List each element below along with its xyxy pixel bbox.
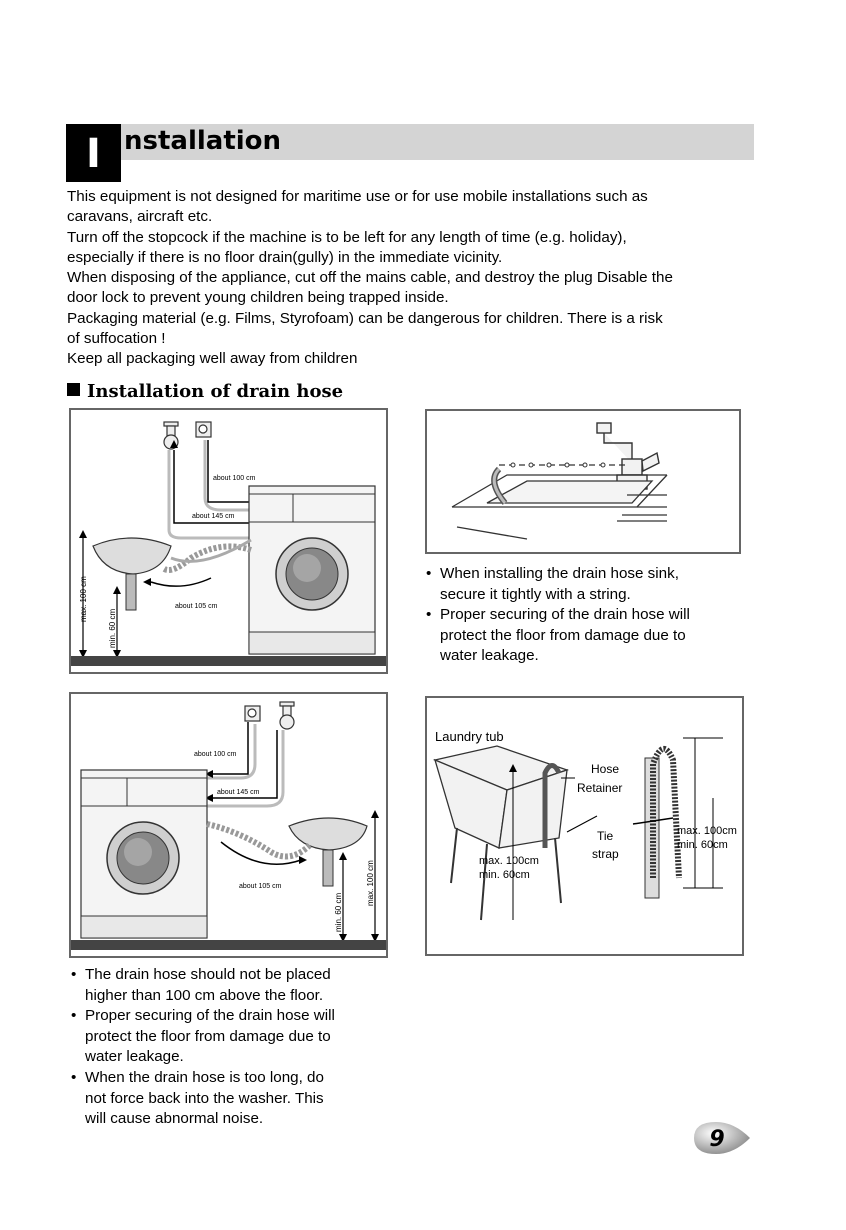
- bullet-line: The drain hose should not be placed: [85, 966, 331, 983]
- label-tie: Tie: [597, 829, 614, 843]
- bullet-dot: •: [426, 606, 432, 624]
- bullet-line: secure it tightly with a string.: [440, 585, 631, 603]
- bullet-line: higher than 100 cm above the floor.: [85, 986, 324, 1004]
- figure-laundry-tub: [425, 696, 744, 956]
- label-max-100cm: max. 100 cm: [366, 860, 375, 906]
- bullet-dot: •: [71, 966, 77, 983]
- label-about-105cm: about 105 cm: [239, 883, 282, 890]
- intro-line: Keep all packaging well away from children: [67, 350, 358, 368]
- label-max-100cm: max. 100 cm: [79, 576, 88, 622]
- intro-line: Turn off the stopcock if the machine is to be left for any length of time (e.g. holiday),: [67, 228, 627, 246]
- page-number-badge: [690, 1120, 752, 1156]
- intro-text: [67, 187, 757, 370]
- bullet-dot: •: [71, 1007, 77, 1025]
- label-max-100cm-left: max. 100cm: [479, 855, 539, 867]
- label-strap: strap: [592, 847, 619, 861]
- label-about-100cm: about 100 cm: [213, 475, 256, 482]
- figure-sink-string: [425, 409, 741, 554]
- label-min-60cm-left: min. 60cm: [479, 869, 530, 881]
- list-item: [426, 564, 746, 605]
- sink-bullets: [426, 564, 746, 667]
- header-initial-letter: I: [66, 124, 121, 182]
- intro-line: caravans, aircraft etc.: [67, 208, 213, 226]
- label-about-105cm: about 105 cm: [175, 603, 218, 610]
- bullet-line: water leakage.: [85, 1048, 184, 1066]
- intro-line: of suffocation !: [67, 330, 166, 348]
- page-title: nstallation: [124, 126, 282, 156]
- bullet-line: will cause abnormal noise.: [85, 1110, 264, 1128]
- label-min-60cm: min. 60 cm: [108, 608, 117, 648]
- intro-line: Packaging material (e.g. Films, Styrofoam) can be dangerous for children. There is a risk: [67, 309, 663, 327]
- intro-line: especially if there is no floor drain(gully) in the immediate vicinity.: [67, 248, 503, 266]
- intro-line: When disposing of the appliance, cut off the mains cable, and destroy the plug Disable the: [67, 269, 673, 287]
- page-number: 9: [709, 1127, 725, 1152]
- intro-line: door lock to prevent young children being trapped inside.: [67, 289, 449, 307]
- floor-bullets: [71, 965, 391, 1130]
- label-about-100cm: about 100 cm: [194, 751, 237, 758]
- label-min-60cm: min. 60 cm: [334, 892, 343, 932]
- label-max-100cm-right: max. 100cm: [677, 825, 737, 837]
- figure-drain-sink-left: [69, 408, 388, 674]
- bullet-line: Proper securing of the drain hose will: [85, 1007, 335, 1025]
- bullet-line: When the drain hose is too long, do: [85, 1068, 324, 1086]
- label-about-145cm: about 145 cm: [217, 789, 260, 796]
- list-item: [71, 965, 391, 1006]
- bullet-line: protect the floor from damage due to: [440, 626, 686, 644]
- bullet-dot: •: [426, 565, 432, 582]
- list-item: [71, 1006, 391, 1068]
- bullet-line: When installing the drain hose sink,: [440, 565, 679, 582]
- label-hose: Hose: [591, 762, 620, 776]
- bullet-line: Proper securing of the drain hose will: [440, 606, 690, 624]
- figure-drain-sink-right: [69, 692, 388, 958]
- bullet-line: water leakage.: [440, 647, 539, 665]
- label-min-60cm-right: min. 60cm: [677, 839, 728, 851]
- square-bullet-icon: [67, 383, 80, 396]
- bullet-line: protect the floor from damage due to: [85, 1027, 331, 1045]
- bullet-line: not force back into the washer. This: [85, 1089, 324, 1107]
- section-title: [67, 381, 343, 403]
- label-about-145cm: about 145 cm: [192, 513, 235, 520]
- list-item: [71, 1068, 391, 1130]
- bullet-dot: •: [71, 1068, 77, 1086]
- section-title-text: Installation of drain hose: [87, 381, 344, 402]
- intro-line: This equipment is not designed for maritime use or for use mobile installations such as: [67, 188, 648, 205]
- label-retainer: Retainer: [577, 781, 623, 795]
- label-laundry-tub: Laundry tub: [435, 729, 504, 744]
- list-item: [426, 605, 746, 667]
